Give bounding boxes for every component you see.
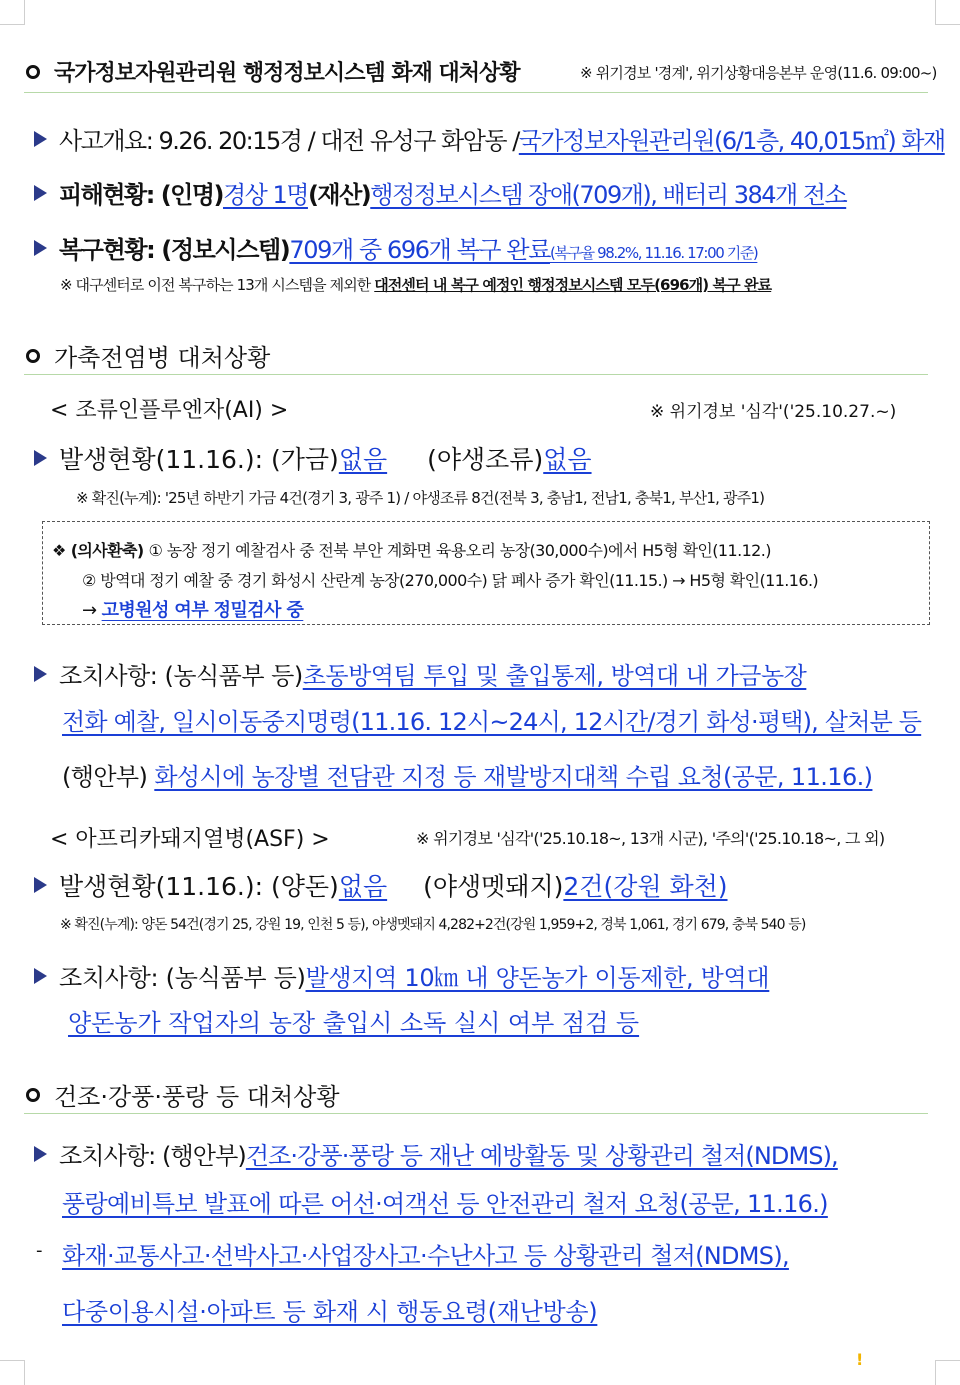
ai-wildbird-value: 없음 [543, 445, 592, 474]
section-2-header [26, 338, 270, 373]
incident-summary-label: 사고개요: 9.26. 20:15경 / 대전 유성구 화암동 / [59, 127, 519, 155]
page-edge-marker: ! [856, 1350, 864, 1369]
bullet-triangle-icon [34, 1146, 47, 1162]
asf-action-label: 조치사항: (농식품부 등) [59, 964, 306, 992]
asf-confirmed-note: ※ 확진(누계): 양돈 54건(경기 25, 강원 19, 인천 5 등), 야생멧돼지 4,282+2건(강원 1,959+2, 경북 1,061, 경기 679, 충북 540 등) [60, 917, 806, 933]
weather-dash-marker: - [36, 1240, 43, 1261]
ai-suspect-arrow: → [82, 600, 102, 621]
ai-action-text-1: 초동방역팀 투입 및 출입통제, 방역대 내 가금농장 [302, 662, 807, 690]
section-3-title: 건조·강풍·풍랑 등 대처상황 [54, 1083, 340, 1111]
ai-occurrence-label: 발생현황(11.16.): (가금) [59, 445, 339, 474]
weather-action-text-1: 건조·강풍·풍랑 등 재난 예방활동 및 상황관리 철저(NDMS), [245, 1142, 838, 1170]
bullet-triangle-icon [34, 666, 47, 682]
ai-action-mois-label: (행안부) [62, 763, 155, 791]
recovery-footnote-text: ※ 대구센터로 이전 복구하는 13개 시스템을 제외한 [60, 276, 375, 294]
ai-suspect-label: ❖ (의사환축) [52, 541, 149, 560]
ai-action-label: 조치사항: (농식품부 등) [59, 662, 303, 690]
damage-property-highlight: 행정정보시스템 장애(709개), 배터리 384개 전소 [370, 181, 847, 209]
section-1-header [26, 56, 520, 87]
bullet-triangle-icon [34, 240, 47, 256]
section-circle-icon [26, 1088, 40, 1102]
asf-subheading: < 아프리카돼지열병(ASF) > [50, 827, 330, 852]
section-circle-icon [26, 349, 40, 363]
asf-wildboar-value: 2건(강원 화천) [563, 872, 728, 901]
section-circle-icon [26, 65, 40, 79]
corner-mark-top-left [0, 0, 25, 25]
asf-action-text-1: 발생지역 10㎞ 내 양돈농가 이동제한, 방역대 [305, 964, 770, 992]
recovery-status-label: 복구현황: (정보시스템) [59, 236, 290, 264]
section-1-rule [24, 92, 928, 93]
corner-mark-bottom-left [0, 1360, 25, 1385]
bullet-triangle-icon [34, 450, 47, 466]
bullet-triangle-icon [34, 131, 47, 147]
asf-occurrence-label: 발생현황(11.16.): (양돈) [59, 872, 339, 901]
corner-mark-bottom-right [935, 1360, 960, 1385]
weather-action-line-1 [34, 1136, 838, 1171]
damage-status-label: 피해현황: (인명) [59, 181, 223, 209]
ai-wildbird-label: (야생조류) [427, 445, 544, 474]
incident-summary-highlight: 국가정보자원관리원(6/1층, 40,015㎡) 화재 [518, 127, 945, 155]
ai-alert-note: ※ 위기경보 '심각'('25.10.27.~) [650, 402, 897, 422]
recovery-status-highlight: 709개 중 696개 복구 완료 [289, 236, 550, 264]
bullet-triangle-icon [34, 968, 47, 984]
asf-occurrence-line [34, 867, 728, 903]
asf-action-text-2: 양돈농가 작업자의 농장 출입시 소독 실시 여부 점검 등 [68, 1009, 640, 1037]
ai-suspect-line-1 [52, 538, 771, 561]
weather-action-text-4: 다중이용시설·아파트 등 화재 시 행동요령(재난방송) [62, 1298, 598, 1326]
ai-action-text-2: 전화 예찰, 일시이동중지명령(11.16. 12시~24시, 12시간/경기 화성·평택), 살처분 등 [62, 708, 922, 736]
ai-confirmed-note: ※ 확진(누계): '25년 하반기 가금 4건(경기 3, 광주 1) / 야생조류 8건(전북 3, 충남1, 전남1, 충북1, 부산1, 광주1) [76, 489, 765, 507]
ai-suspect-case-2: ② 방역대 정기 예찰 중 경기 화성시 산란계 농장(270,000수) 닭 폐사 증가 확인(11.15.) → H5형 확인(11.16.) [82, 571, 819, 590]
weather-action-text-3: 화재·교통사고·선박사고·사업장사고·수난사고 등 상황관리 철저(NDMS), [62, 1242, 789, 1270]
ai-occurrence-line [34, 440, 592, 476]
ai-action-mois-text: 화성시에 농장별 전담관 지정 등 재발방지대책 수립 요청(공문, 11.16.) [154, 763, 873, 791]
damage-status-line [34, 175, 846, 210]
section-1-title: 국가정보자원관리원 행정정보시스템 화재 대처상황 [54, 61, 520, 86]
section-2-title: 가축전염병 대처상황 [54, 344, 271, 372]
ai-suspect-status: 고병원성 여부 정밀검사 중 [101, 600, 304, 621]
ai-subheading: < 조류인플루엔자(AI) > [50, 398, 289, 423]
corner-mark-top-right [935, 0, 960, 25]
recovery-footnote [60, 274, 771, 295]
incident-summary-line [34, 121, 945, 156]
bullet-triangle-icon [34, 185, 47, 201]
ai-action-line-1 [34, 656, 806, 691]
recovery-status-line [34, 230, 757, 265]
weather-action-label: 조치사항: (행안부) [59, 1142, 246, 1170]
ai-suspect-case-1: ① 농장 정기 예찰검사 중 전북 부안 계화면 육용오리 농장(30,000수)에서 H5형 확인(11.12.) [148, 541, 771, 560]
recovery-rate-note: (복구율 98.2%, 11.16. 17:00 기준) [549, 244, 758, 262]
ai-poultry-value: 없음 [338, 445, 388, 474]
asf-action-line-1 [34, 958, 769, 993]
weather-action-text-2: 풍랑예비특보 발표에 따른 어선·여객선 등 안전관리 철저 요청(공문, 11.16.) [62, 1190, 828, 1218]
ai-action-mois-line [62, 757, 872, 792]
recovery-footnote-emphasis: 대전센터 내 복구 예정인 행정정보시스템 모두(696개) 복구 완료 [374, 276, 772, 294]
damage-property-label: (재산) [307, 181, 371, 209]
asf-farm-value: 없음 [338, 872, 388, 901]
asf-alert-note: ※ 위기경보 '심각'('25.10.18~, 13개 시군), '주의'('25.10.18~, 그 외) [416, 829, 885, 848]
asf-wildboar-label: (야생멧돼지) [423, 872, 564, 901]
section-3-header [26, 1077, 340, 1112]
bullet-triangle-icon [34, 877, 47, 893]
ai-suspect-line-3 [82, 596, 303, 622]
damage-casualty-highlight: 경상 1명 [223, 181, 308, 209]
section-1-note: ※ 위기경보 '경계', 위기상황대응본부 운영(11.6. 09:00~) [580, 64, 937, 82]
section-3-rule [24, 1113, 928, 1114]
section-2-rule [24, 374, 928, 375]
